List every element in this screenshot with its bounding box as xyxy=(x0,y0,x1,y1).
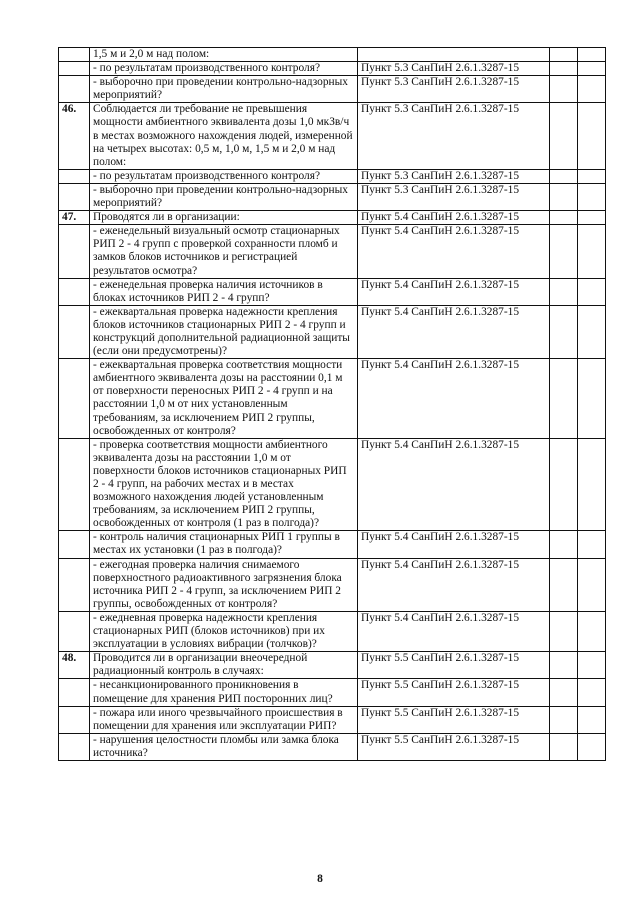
table-row xyxy=(59,733,606,760)
row-number xyxy=(59,679,90,706)
row-number: 47. xyxy=(59,211,90,225)
row-reference: Пункт 5.4 СанПиН 2.6.1.3287-15 xyxy=(358,611,550,651)
row-answer-cell xyxy=(550,359,578,439)
row-reference: Пункт 5.4 СанПиН 2.6.1.3287-15 xyxy=(358,211,550,225)
row-number: 48. xyxy=(59,652,90,679)
row-number xyxy=(59,76,90,103)
row-reference: Пункт 5.3 СанПиН 2.6.1.3287-15 xyxy=(358,103,550,169)
row-number xyxy=(59,305,90,358)
row-note-cell xyxy=(578,225,606,278)
row-note-cell xyxy=(578,48,606,62)
row-note-cell xyxy=(578,103,606,169)
row-question: - несанкционированного проникновения в помещение для хранения РИП посторонних лиц? xyxy=(90,679,358,706)
row-answer-cell xyxy=(550,62,578,76)
row-answer-cell xyxy=(550,531,578,558)
table-row xyxy=(59,359,606,439)
row-answer-cell xyxy=(550,183,578,210)
row-number xyxy=(59,183,90,210)
row-note-cell xyxy=(578,438,606,531)
row-reference: Пункт 5.4 СанПиН 2.6.1.3287-15 xyxy=(358,305,550,358)
row-answer-cell xyxy=(550,438,578,531)
row-reference: Пункт 5.3 СанПиН 2.6.1.3287-15 xyxy=(358,62,550,76)
row-answer-cell xyxy=(550,652,578,679)
row-note-cell xyxy=(578,706,606,733)
row-answer-cell xyxy=(550,48,578,62)
row-reference: Пункт 5.4 СанПиН 2.6.1.3287-15 xyxy=(358,558,550,611)
row-reference: Пункт 5.4 СанПиН 2.6.1.3287-15 xyxy=(358,438,550,531)
row-note-cell xyxy=(578,558,606,611)
table-row xyxy=(59,531,606,558)
row-number xyxy=(59,359,90,439)
table-row xyxy=(59,103,606,169)
table-row xyxy=(59,679,606,706)
row-answer-cell xyxy=(550,733,578,760)
row-note-cell xyxy=(578,278,606,305)
row-note-cell xyxy=(578,305,606,358)
row-question: - проверка соответствия мощности амбиентного эквивалента дозы на расстоянии 1,0 м от поверхности блоков источников стационарных РИП 2 - 4 групп, на рабочих местах и в местах возможного нахождения людей установленным требованиям, за исключением РИП 2 группы, освобожденных от контроля (1 раз в полгода)? xyxy=(90,438,358,531)
row-number xyxy=(59,706,90,733)
row-answer-cell xyxy=(550,225,578,278)
row-number: 46. xyxy=(59,103,90,169)
row-note-cell xyxy=(578,169,606,183)
row-question: 1,5 м и 2,0 м над полом: xyxy=(90,48,358,62)
row-reference: Пункт 5.4 СанПиН 2.6.1.3287-15 xyxy=(358,225,550,278)
checklist-table xyxy=(58,47,606,761)
row-number xyxy=(59,438,90,531)
table-row xyxy=(59,211,606,225)
row-note-cell xyxy=(578,359,606,439)
row-note-cell xyxy=(578,76,606,103)
row-answer-cell xyxy=(550,706,578,733)
table-row xyxy=(59,62,606,76)
row-question: Соблюдается ли требование не превышения мощности амбиентного эквивалента дозы 1,0 мкЗв/ч в местах возможного нахождения людей, измеренной на четырех высотах: 0,5 м, 1,0 м, 1,5 м и 2,0 м над полом: xyxy=(90,103,358,169)
table-row xyxy=(59,76,606,103)
row-question: - по результатам производственного контроля? xyxy=(90,62,358,76)
row-question: - ежеквартальная проверка надежности крепления блоков источников стационарных РИП 2 - 4 групп и конструкций дополнительной радиационной защиты (если они предусмотрены)? xyxy=(90,305,358,358)
row-reference: Пункт 5.3 СанПиН 2.6.1.3287-15 xyxy=(358,169,550,183)
row-number xyxy=(59,225,90,278)
row-number xyxy=(59,733,90,760)
row-number xyxy=(59,531,90,558)
row-answer-cell xyxy=(550,76,578,103)
row-answer-cell xyxy=(550,103,578,169)
table-row xyxy=(59,225,606,278)
row-question: - ежегодная проверка наличия снимаемого поверхностного радиоактивного загрязнения блока источника РИП 2 - 4 групп, за исключением РИП 2 группы, освобожденных от контроля? xyxy=(90,558,358,611)
row-answer-cell xyxy=(550,211,578,225)
row-reference: Пункт 5.5 СанПиН 2.6.1.3287-15 xyxy=(358,733,550,760)
row-reference: Пункт 5.4 СанПиН 2.6.1.3287-15 xyxy=(358,531,550,558)
page-number: 8 xyxy=(317,873,323,885)
row-number xyxy=(59,558,90,611)
row-answer-cell xyxy=(550,679,578,706)
row-reference: Пункт 5.4 СанПиН 2.6.1.3287-15 xyxy=(358,359,550,439)
table-row xyxy=(59,652,606,679)
row-question: - еженедельная проверка наличия источников в блоках источников РИП 2 - 4 групп? xyxy=(90,278,358,305)
row-reference: Пункт 5.5 СанПиН 2.6.1.3287-15 xyxy=(358,679,550,706)
row-answer-cell xyxy=(550,611,578,651)
row-question: - по результатам производственного контроля? xyxy=(90,169,358,183)
row-reference: Пункт 5.5 СанПиН 2.6.1.3287-15 xyxy=(358,706,550,733)
table-row xyxy=(59,278,606,305)
row-question: - еженедельный визуальный осмотр стационарных РИП 2 - 4 групп с проверкой сохранности пломб и замков блоков источников и регистрацией результатов осмотра? xyxy=(90,225,358,278)
table-row xyxy=(59,706,606,733)
row-question: - нарушения целостности пломбы или замка блока источника? xyxy=(90,733,358,760)
row-reference: Пункт 5.3 СанПиН 2.6.1.3287-15 xyxy=(358,76,550,103)
table-row xyxy=(59,611,606,651)
row-reference xyxy=(358,48,550,62)
checklist-body xyxy=(59,48,606,761)
row-note-cell xyxy=(578,183,606,210)
row-note-cell xyxy=(578,733,606,760)
row-question: - выборочно при проведении контрольно-надзорных мероприятий? xyxy=(90,183,358,210)
row-reference: Пункт 5.3 СанПиН 2.6.1.3287-15 xyxy=(358,183,550,210)
row-number xyxy=(59,62,90,76)
row-question: Проводится ли в организации внеочередной радиационный контроль в случаях: xyxy=(90,652,358,679)
row-question: - контроль наличия стационарных РИП 1 группы в местах их установки (1 раз в полгода)? xyxy=(90,531,358,558)
table-row xyxy=(59,48,606,62)
row-answer-cell xyxy=(550,169,578,183)
row-question: Проводятся ли в организации: xyxy=(90,211,358,225)
row-note-cell xyxy=(578,611,606,651)
row-question: - выборочно при проведении контрольно-надзорных мероприятий? xyxy=(90,76,358,103)
row-note-cell xyxy=(578,62,606,76)
row-question: - пожара или иного чрезвычайного происшествия в помещении для хранения или эксплуатации РИП? xyxy=(90,706,358,733)
row-note-cell xyxy=(578,679,606,706)
row-answer-cell xyxy=(550,278,578,305)
table-row xyxy=(59,558,606,611)
row-reference: Пункт 5.4 СанПиН 2.6.1.3287-15 xyxy=(358,278,550,305)
table-row xyxy=(59,169,606,183)
table-row xyxy=(59,305,606,358)
row-question: - ежедневная проверка надежности крепления стационарных РИП (блоков источников) при их эксплуатации в условиях вибрации (толчков)? xyxy=(90,611,358,651)
row-question: - ежеквартальная проверка соответствия мощности амбиентного эквивалента дозы на расстоянии 0,1 м от поверхности переносных РИП 2 - 4 групп и на расстоянии 1,0 м от них установленным требованиям, за исключением РИП 2 группы, освобожденных от контроля? xyxy=(90,359,358,439)
row-number xyxy=(59,169,90,183)
row-number xyxy=(59,278,90,305)
table-row xyxy=(59,438,606,531)
row-number xyxy=(59,48,90,62)
row-answer-cell xyxy=(550,305,578,358)
row-note-cell xyxy=(578,211,606,225)
row-note-cell xyxy=(578,531,606,558)
table-row xyxy=(59,183,606,210)
row-answer-cell xyxy=(550,558,578,611)
row-reference: Пункт 5.5 СанПиН 2.6.1.3287-15 xyxy=(358,652,550,679)
row-note-cell xyxy=(578,652,606,679)
row-number xyxy=(59,611,90,651)
